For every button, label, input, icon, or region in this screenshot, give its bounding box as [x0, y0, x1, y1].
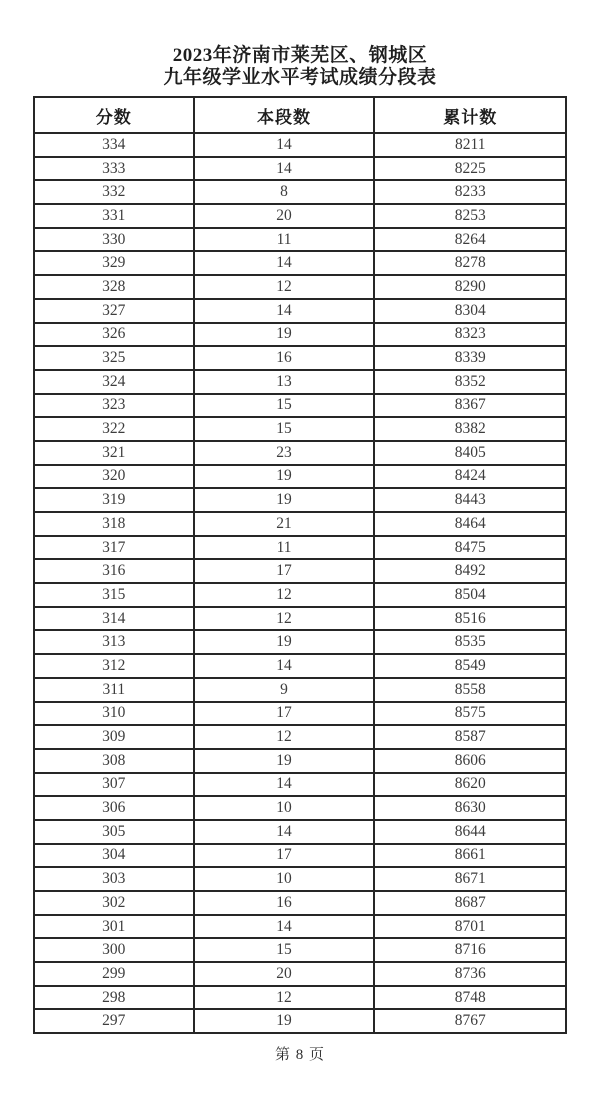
cell-segment-count: 8 — [194, 180, 375, 204]
cell-segment-count: 14 — [194, 820, 375, 844]
cell-cumulative-count: 8767 — [374, 1009, 566, 1033]
cell-segment-count: 15 — [194, 394, 375, 418]
cell-cumulative-count: 8716 — [374, 938, 566, 962]
cell-score: 326 — [34, 323, 194, 347]
cell-score: 301 — [34, 915, 194, 939]
table-row — [34, 891, 566, 915]
title-line-1: 2023年济南市莱芜区、钢城区 — [172, 45, 428, 66]
cell-segment-count: 19 — [194, 488, 375, 512]
cell-cumulative-count: 8424 — [374, 465, 566, 489]
table-row — [34, 204, 566, 228]
cell-segment-count: 11 — [194, 536, 375, 560]
table-row — [34, 323, 566, 347]
cell-segment-count: 14 — [194, 251, 375, 275]
table-row — [34, 583, 566, 607]
cell-score: 324 — [34, 370, 194, 394]
cell-segment-count: 15 — [194, 417, 375, 441]
table-row — [34, 962, 566, 986]
cell-score: 306 — [34, 796, 194, 820]
cell-score: 311 — [34, 678, 194, 702]
cell-segment-count: 14 — [194, 773, 375, 797]
table-row — [34, 251, 566, 275]
cell-score: 317 — [34, 536, 194, 560]
cell-cumulative-count: 8549 — [374, 654, 566, 678]
cell-score: 329 — [34, 251, 194, 275]
cell-segment-count: 12 — [194, 607, 375, 631]
cell-cumulative-count: 8233 — [374, 180, 566, 204]
cell-score: 319 — [34, 488, 194, 512]
cell-score: 313 — [34, 630, 194, 654]
cell-segment-count: 17 — [194, 559, 375, 583]
cell-cumulative-count: 8290 — [374, 275, 566, 299]
cell-segment-count: 19 — [194, 630, 375, 654]
cell-score: 297 — [34, 1009, 194, 1033]
cell-score: 332 — [34, 180, 194, 204]
cell-cumulative-count: 8575 — [374, 702, 566, 726]
table-body — [34, 133, 566, 1033]
cell-score: 315 — [34, 583, 194, 607]
cell-segment-count: 15 — [194, 938, 375, 962]
cell-score: 331 — [34, 204, 194, 228]
cell-segment-count: 19 — [194, 465, 375, 489]
cell-score: 325 — [34, 346, 194, 370]
page-number: 第 8 页 — [274, 1047, 325, 1064]
cell-segment-count: 19 — [194, 1009, 375, 1033]
cell-cumulative-count: 8211 — [374, 133, 566, 157]
cell-segment-count: 9 — [194, 678, 375, 702]
cell-segment-count: 14 — [194, 915, 375, 939]
table-row — [34, 394, 566, 418]
cell-segment-count: 16 — [194, 891, 375, 915]
cell-score: 309 — [34, 725, 194, 749]
cell-segment-count: 14 — [194, 157, 375, 181]
table-row — [34, 299, 566, 323]
cell-segment-count: 14 — [194, 299, 375, 323]
table-row — [34, 512, 566, 536]
cell-segment-count: 11 — [194, 228, 375, 252]
cell-score: 312 — [34, 654, 194, 678]
cell-score: 321 — [34, 441, 194, 465]
cell-cumulative-count: 8504 — [374, 583, 566, 607]
column-header-segment-count: 本段数 — [194, 97, 375, 133]
cell-segment-count: 23 — [194, 441, 375, 465]
table-row — [34, 275, 566, 299]
table-row — [34, 133, 566, 157]
cell-cumulative-count: 8701 — [374, 915, 566, 939]
cell-cumulative-count: 8644 — [374, 820, 566, 844]
cell-score: 305 — [34, 820, 194, 844]
cell-segment-count: 12 — [194, 583, 375, 607]
cell-cumulative-count: 8671 — [374, 867, 566, 891]
cell-segment-count: 21 — [194, 512, 375, 536]
cell-cumulative-count: 8443 — [374, 488, 566, 512]
cell-score: 308 — [34, 749, 194, 773]
table-row — [34, 228, 566, 252]
cell-score: 330 — [34, 228, 194, 252]
table-row — [34, 157, 566, 181]
cell-cumulative-count: 8367 — [374, 394, 566, 418]
cell-segment-count: 12 — [194, 275, 375, 299]
title-line-2: 九年级学业水平考试成绩分段表 — [163, 67, 437, 88]
cell-cumulative-count: 8225 — [374, 157, 566, 181]
table-row — [34, 938, 566, 962]
cell-score: 328 — [34, 275, 194, 299]
cell-cumulative-count: 8630 — [374, 796, 566, 820]
table-row — [34, 536, 566, 560]
table-row — [34, 702, 566, 726]
cell-score: 302 — [34, 891, 194, 915]
cell-cumulative-count: 8323 — [374, 323, 566, 347]
score-table — [33, 96, 567, 1034]
table-row — [34, 986, 566, 1010]
cell-score: 320 — [34, 465, 194, 489]
table-row — [34, 678, 566, 702]
cell-cumulative-count: 8587 — [374, 725, 566, 749]
cell-score: 316 — [34, 559, 194, 583]
cell-segment-count: 12 — [194, 986, 375, 1010]
column-header-cumulative-count: 累计数 — [374, 97, 566, 133]
table-row — [34, 370, 566, 394]
cell-cumulative-count: 8264 — [374, 228, 566, 252]
table-row — [34, 844, 566, 868]
cell-cumulative-count: 8339 — [374, 346, 566, 370]
cell-cumulative-count: 8558 — [374, 678, 566, 702]
table-row — [34, 867, 566, 891]
cell-cumulative-count: 8606 — [374, 749, 566, 773]
cell-cumulative-count: 8687 — [374, 891, 566, 915]
table-row — [34, 465, 566, 489]
cell-score: 322 — [34, 417, 194, 441]
cell-cumulative-count: 8464 — [374, 512, 566, 536]
cell-segment-count: 10 — [194, 867, 375, 891]
cell-segment-count: 20 — [194, 204, 375, 228]
table-row — [34, 441, 566, 465]
cell-cumulative-count: 8620 — [374, 773, 566, 797]
cell-segment-count: 16 — [194, 346, 375, 370]
cell-segment-count: 12 — [194, 725, 375, 749]
cell-cumulative-count: 8516 — [374, 607, 566, 631]
table-row — [34, 796, 566, 820]
cell-cumulative-count: 8475 — [374, 536, 566, 560]
cell-segment-count: 17 — [194, 702, 375, 726]
table-row — [34, 346, 566, 370]
table-row — [34, 180, 566, 204]
cell-cumulative-count: 8661 — [374, 844, 566, 868]
column-header-score: 分数 — [34, 97, 194, 133]
table-row — [34, 820, 566, 844]
table-row — [34, 915, 566, 939]
cell-segment-count: 14 — [194, 654, 375, 678]
cell-score: 300 — [34, 938, 194, 962]
table-row — [34, 749, 566, 773]
cell-segment-count: 19 — [194, 323, 375, 347]
cell-cumulative-count: 8304 — [374, 299, 566, 323]
cell-score: 304 — [34, 844, 194, 868]
cell-score: 310 — [34, 702, 194, 726]
cell-cumulative-count: 8352 — [374, 370, 566, 394]
table-row — [34, 773, 566, 797]
header-row — [34, 97, 566, 133]
cell-score: 307 — [34, 773, 194, 797]
cell-score: 323 — [34, 394, 194, 418]
cell-cumulative-count: 8253 — [374, 204, 566, 228]
table-row — [34, 654, 566, 678]
cell-segment-count: 17 — [194, 844, 375, 868]
page-title — [0, 45, 600, 89]
table-row — [34, 417, 566, 441]
cell-cumulative-count: 8492 — [374, 559, 566, 583]
cell-score: 314 — [34, 607, 194, 631]
cell-score: 318 — [34, 512, 194, 536]
cell-score: 334 — [34, 133, 194, 157]
table-row — [34, 725, 566, 749]
table-row — [34, 1009, 566, 1033]
cell-cumulative-count: 8278 — [374, 251, 566, 275]
cell-score: 327 — [34, 299, 194, 323]
cell-cumulative-count: 8405 — [374, 441, 566, 465]
table-row — [34, 630, 566, 654]
cell-segment-count: 10 — [194, 796, 375, 820]
cell-score: 333 — [34, 157, 194, 181]
cell-score: 303 — [34, 867, 194, 891]
cell-score: 299 — [34, 962, 194, 986]
cell-segment-count: 13 — [194, 370, 375, 394]
cell-score: 298 — [34, 986, 194, 1010]
cell-segment-count: 20 — [194, 962, 375, 986]
cell-cumulative-count: 8382 — [374, 417, 566, 441]
cell-cumulative-count: 8736 — [374, 962, 566, 986]
cell-cumulative-count: 8535 — [374, 630, 566, 654]
table-row — [34, 488, 566, 512]
cell-cumulative-count: 8748 — [374, 986, 566, 1010]
cell-segment-count: 19 — [194, 749, 375, 773]
cell-segment-count: 14 — [194, 133, 375, 157]
table-row — [34, 607, 566, 631]
table-row — [34, 559, 566, 583]
